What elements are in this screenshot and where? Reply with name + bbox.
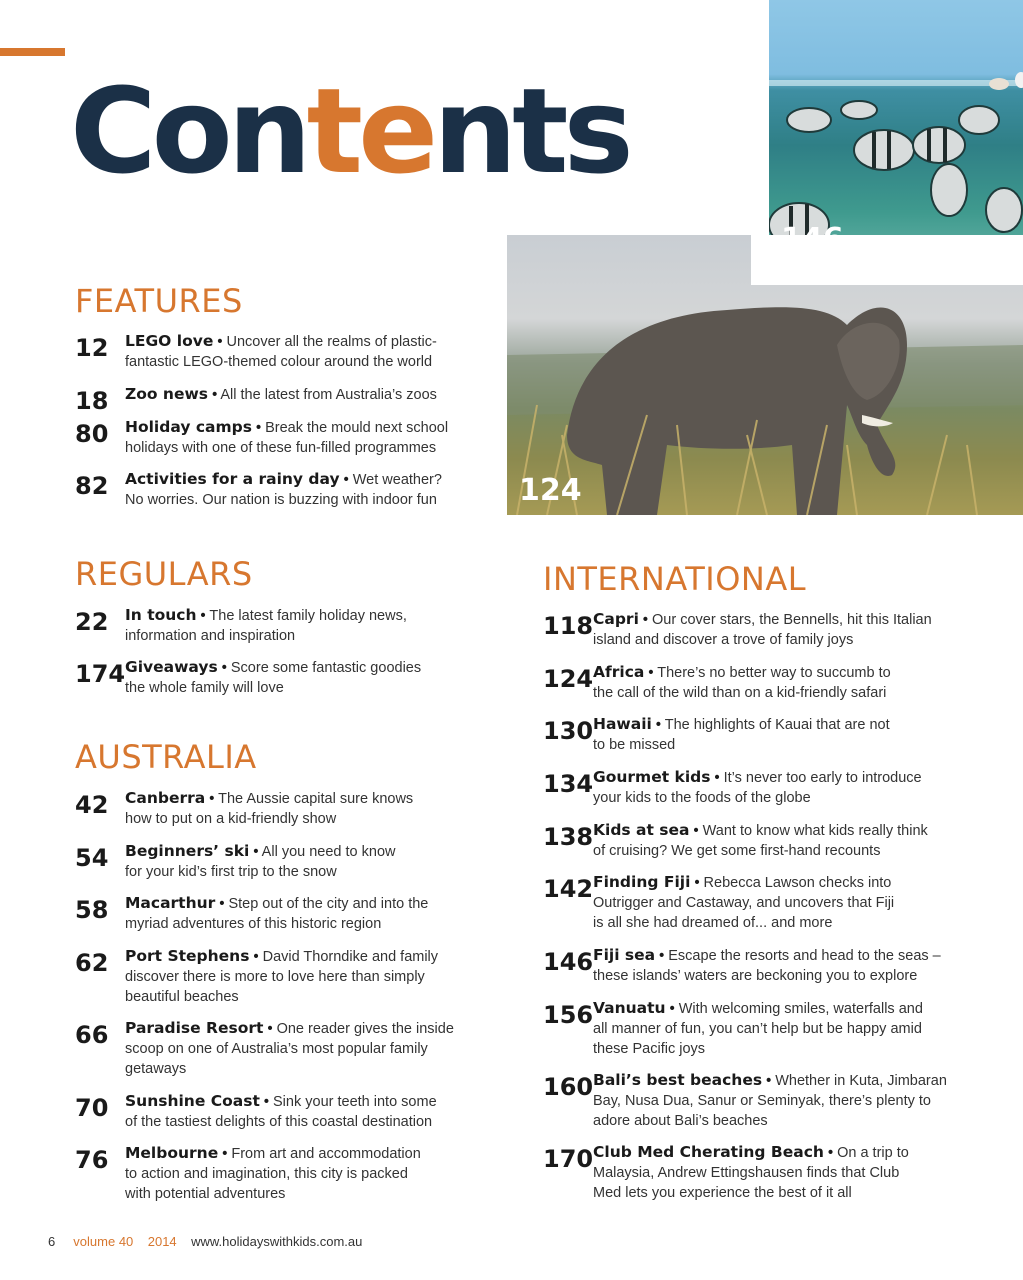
toc-entry[interactable]: 70 Sunshine Coast • Sink your teeth into some of the tastiest delights of this coastal destination bbox=[75, 1092, 437, 1130]
entry-page: 118 bbox=[543, 612, 594, 640]
entry-title: Beginners’ ski bbox=[125, 842, 250, 860]
entry-page: 142 bbox=[543, 875, 594, 903]
entry-title: Holiday camps bbox=[125, 418, 252, 436]
entry-title: Port Stephens bbox=[125, 947, 250, 965]
footer-volume: volume 40 bbox=[73, 1234, 134, 1249]
entry-title: Zoo news bbox=[125, 385, 209, 403]
toc-entry[interactable]: 118 Capri • Our cover stars, the Bennells, hit this Italian island and discover a trove of family joys bbox=[543, 610, 932, 648]
entry-title: Melbourne bbox=[125, 1144, 219, 1162]
entry-page: 82 bbox=[75, 472, 109, 500]
entry-page: 42 bbox=[75, 791, 109, 819]
toc-entry[interactable]: 66 Paradise Resort • One reader gives the inside scoop on one of Australia’s most popular family getaways bbox=[75, 1019, 454, 1077]
entry-page: 138 bbox=[543, 823, 594, 851]
entry-title: Sunshine Coast bbox=[125, 1092, 260, 1110]
entry-title: Activities for a rainy day bbox=[125, 470, 340, 488]
entry-page: 54 bbox=[75, 844, 109, 872]
accent-bar bbox=[0, 48, 65, 56]
entry-title: Africa bbox=[593, 663, 645, 681]
entry-page: 22 bbox=[75, 608, 109, 636]
entry-title: Canberra bbox=[125, 789, 206, 807]
footer-year: 2014 bbox=[147, 1234, 177, 1249]
entry-page: 58 bbox=[75, 896, 109, 924]
footer-page-number: 6 bbox=[48, 1234, 56, 1249]
entry-page: 134 bbox=[543, 770, 594, 798]
toc-entry[interactable]: 174 Giveaways • Score some fantastic goodies the whole family will love bbox=[75, 658, 422, 696]
entry-title: Hawaii bbox=[593, 715, 652, 733]
entry-title: Macarthur bbox=[125, 894, 216, 912]
toc-entry[interactable]: 62 Port Stephens • David Thorndike and family discover there is more to love here than simply beautiful beaches bbox=[75, 947, 439, 1005]
toc-entry[interactable]: 58 Macarthur • Step out of the city and into the myriad adventures of this historic region bbox=[75, 894, 429, 932]
toc-entry[interactable]: 130 Hawaii • The highlights of Kauai that are not to be missed bbox=[543, 715, 890, 753]
africa-elephant-photo[interactable] bbox=[507, 235, 1023, 515]
toc-entry[interactable]: 146 Fiji sea • Escape the resorts and head to the seas – these islands’ waters are beckoning you to explore bbox=[543, 946, 941, 984]
entry-title: Finding Fiji bbox=[593, 873, 691, 891]
toc-entry[interactable]: 76 Melbourne • From art and accommodation to action and imagination, this city is packed with potential adventures bbox=[75, 1144, 421, 1202]
entry-title: LEGO love bbox=[125, 332, 214, 350]
entry-page: 174 bbox=[75, 660, 126, 688]
section-heading-features: FEATURES bbox=[75, 282, 243, 320]
toc-entry[interactable]: 138 Kids at sea • Want to know what kids really think of cruising? We get some first-hand recounts bbox=[543, 821, 928, 859]
entry-page: 18 bbox=[75, 387, 109, 415]
section-heading-australia: AUSTRALIA bbox=[75, 738, 257, 776]
section-heading-international: INTERNATIONAL bbox=[543, 560, 807, 598]
toc-entry[interactable]: 124 Africa • There’s no better way to succumb to the call of the wild than on a kid-friendly safari bbox=[543, 663, 891, 701]
entry-title: Gourmet kids bbox=[593, 768, 711, 786]
entry-page: 12 bbox=[75, 334, 109, 362]
entry-page: 146 bbox=[543, 948, 594, 976]
toc-entry[interactable]: 42 Canberra • The Aussie capital sure knows how to put on a kid-friendly show bbox=[75, 789, 414, 827]
toc-entry[interactable]: 80 Holiday camps • Break the mould next school holidays with one of these fun-filled programmes bbox=[75, 418, 449, 456]
entry-title: Bali’s best beaches bbox=[593, 1071, 763, 1089]
entry-title: Capri bbox=[593, 610, 639, 628]
entry-page: 160 bbox=[543, 1073, 594, 1101]
entry-page: 170 bbox=[543, 1145, 594, 1173]
page-title: Contents bbox=[70, 62, 629, 200]
toc-entry[interactable]: 134 Gourmet kids • It’s never too early to introduce your kids to the foods of the globe bbox=[543, 768, 922, 806]
entry-page: 130 bbox=[543, 717, 594, 745]
entry-page: 124 bbox=[543, 665, 594, 693]
toc-entry[interactable]: 22 In touch • The latest family holiday news, information and inspiration bbox=[75, 606, 407, 644]
toc-entry[interactable]: 160 Bali’s best beaches • Whether in Kuta, Jimbaran Bay, Nusa Dua, Sanur or Seminyak, there’s plenty to adore about Bali’s beaches bbox=[543, 1071, 947, 1129]
entry-page: 62 bbox=[75, 949, 109, 977]
toc-entry[interactable]: 170 Club Med Cherating Beach • On a trip to Malaysia, Andrew Ettingshausen finds that Club Med lets you experience the best of it all bbox=[543, 1143, 909, 1201]
entry-page: 76 bbox=[75, 1146, 109, 1174]
entry-title: Kids at sea bbox=[593, 821, 690, 839]
toc-entry[interactable]: 12 LEGO love • Uncover all the realms of plastic- fantastic LEGO-themed colour around the world bbox=[75, 332, 437, 370]
fiji-sea-photo[interactable] bbox=[769, 0, 1023, 265]
toc-entry[interactable]: 82 Activities for a rainy day • Wet weather? No worries. Our nation is buzzing with indoor fun bbox=[75, 470, 442, 508]
entry-title: Paradise Resort bbox=[125, 1019, 264, 1037]
toc-entry[interactable]: 156 Vanuatu • With welcoming smiles, waterfalls and all manner of fun, you can’t help but be happy amid these Pacific joys bbox=[543, 999, 923, 1057]
entry-title: Giveaways bbox=[125, 658, 218, 676]
entry-page: 66 bbox=[75, 1021, 109, 1049]
photo-page-number: 124 bbox=[519, 473, 582, 508]
footer-url[interactable]: www.holidayswithkids.com.au bbox=[191, 1234, 363, 1249]
toc-entry[interactable]: 18 Zoo news • All the latest from Australia’s zoos bbox=[75, 385, 437, 415]
entry-title: Club Med Cherating Beach bbox=[593, 1143, 824, 1161]
entry-title: Vanuatu bbox=[593, 999, 666, 1017]
toc-entry[interactable]: 142 Finding Fiji • Rebecca Lawson checks into Outrigger and Castaway, and uncovers that Fiji is all she had dreamed of... and more bbox=[543, 873, 895, 931]
section-heading-regulars: REGULARS bbox=[75, 555, 253, 593]
entry-title: Fiji sea bbox=[593, 946, 656, 964]
entry-page: 156 bbox=[543, 1001, 594, 1029]
entry-title: In touch bbox=[125, 606, 197, 624]
page-footer bbox=[48, 1234, 362, 1249]
elephant-illustration bbox=[507, 235, 1023, 515]
entry-page: 70 bbox=[75, 1094, 109, 1122]
entry-page: 80 bbox=[75, 420, 109, 448]
toc-entry[interactable]: 54 Beginners’ ski • All you need to know for your kid’s first trip to the snow bbox=[75, 842, 396, 880]
